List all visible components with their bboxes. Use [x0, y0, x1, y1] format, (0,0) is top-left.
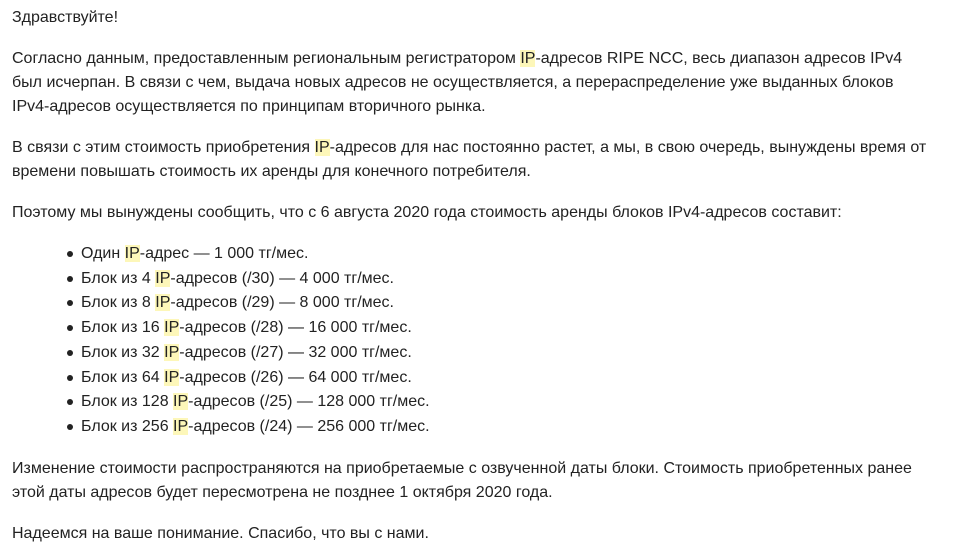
item-text: -адресов (/27) — 32 000 тг/мес. — [179, 343, 412, 361]
list-item — [67, 267, 956, 292]
list-item — [67, 242, 956, 267]
paragraph-text: IPv4-адресов осуществляется по принципам вторичного рынка. — [12, 98, 486, 115]
paragraph-price-review — [12, 457, 956, 505]
item-text: Блок из 8 — [81, 294, 156, 312]
ip-highlight: IP — [164, 368, 180, 386]
list-item — [67, 390, 956, 415]
bullet-icon — [67, 350, 73, 356]
list-item — [67, 291, 956, 316]
bullet-icon — [67, 276, 73, 282]
paragraph-text: этой даты адресов будет пересмотрена не позднее 1 октября 2020 года. — [12, 483, 553, 501]
paragraph-text: -адресов для нас постоянно растет, а мы, в свою очередь, вынуждены время от — [329, 139, 927, 156]
ip-highlight: IP — [155, 294, 171, 312]
item-text: -адресов (/30) — 4 000 тг/мес. — [170, 269, 394, 287]
item-text: -адресов (/25) — 128 000 тг/мес. — [188, 393, 430, 411]
bullet-icon — [67, 300, 73, 306]
closing-line: Надеемся на ваше понимание. Спасибо, что вы с нами. — [12, 524, 429, 542]
item-text: Один — [81, 245, 125, 262]
item-text: Блок из 256 — [81, 417, 174, 435]
ip-highlight: IP — [520, 50, 536, 67]
bullet-icon — [67, 375, 73, 381]
ip-highlight: IP — [155, 269, 171, 287]
list-item — [67, 366, 956, 391]
paragraph-ripe-exhaustion — [12, 47, 956, 119]
item-text: -адресов (/28) — 16 000 тг/мес. — [179, 319, 412, 337]
bullet-icon — [67, 251, 73, 257]
paragraph-text: времени повышать стоимость их аренды для конечного потребителя. — [12, 163, 531, 180]
greeting: Здравствуйте! — [12, 9, 119, 26]
paragraph-cost-growth — [12, 136, 956, 184]
list-item — [67, 316, 956, 341]
item-text: Блок из 16 — [81, 319, 165, 337]
item-text: Блок из 32 — [81, 343, 165, 361]
ip-highlight: IP — [173, 417, 189, 435]
bullet-icon — [67, 325, 73, 331]
paragraph-text: В связи с этим стоимость приобретения — [12, 139, 315, 156]
paragraph-text: был исчерпан. В связи с чем, выдача новых адресов не осуществляется, а перераспределение уже выданных блоков — [12, 74, 894, 91]
ip-highlight: IP — [164, 343, 180, 361]
item-text: Блок из 64 — [81, 368, 165, 386]
price-list — [12, 242, 956, 440]
paragraph-text: -адресов RIPE NCC, весь диапазон адресов IPv4 — [535, 50, 903, 67]
ip-highlight: IP — [173, 393, 189, 411]
item-text: -адресов (/29) — 8 000 тг/мес. — [170, 294, 394, 312]
list-item — [67, 341, 956, 366]
ip-highlight: IP — [164, 319, 180, 337]
item-text: Блок из 4 — [81, 269, 156, 287]
paragraph-text: Согласно данным, предоставленным региональным регистратором — [12, 50, 521, 67]
bullet-icon — [67, 424, 73, 430]
item-text: -адрес — 1 000 тг/мес. — [139, 245, 309, 262]
item-text: Блок из 128 — [81, 393, 174, 411]
item-text: -адресов (/26) — 64 000 тг/мес. — [179, 368, 412, 386]
ip-highlight: IP — [314, 139, 330, 156]
list-item — [67, 415, 956, 440]
paragraph-text: Изменение стоимости распространяются на приобретаемые с озвученной даты блоки. Стоимость приобретенных ранее — [12, 459, 912, 477]
item-text: -адресов (/24) — 256 000 тг/мес. — [188, 417, 430, 435]
paragraph-price-intro: Поэтому мы вынуждены сообщить, что с 6 августа 2020 года стоимость аренды блоков IPv4-адресов составит: — [12, 204, 842, 221]
bullet-icon — [67, 399, 73, 405]
ip-highlight: IP — [124, 245, 140, 262]
